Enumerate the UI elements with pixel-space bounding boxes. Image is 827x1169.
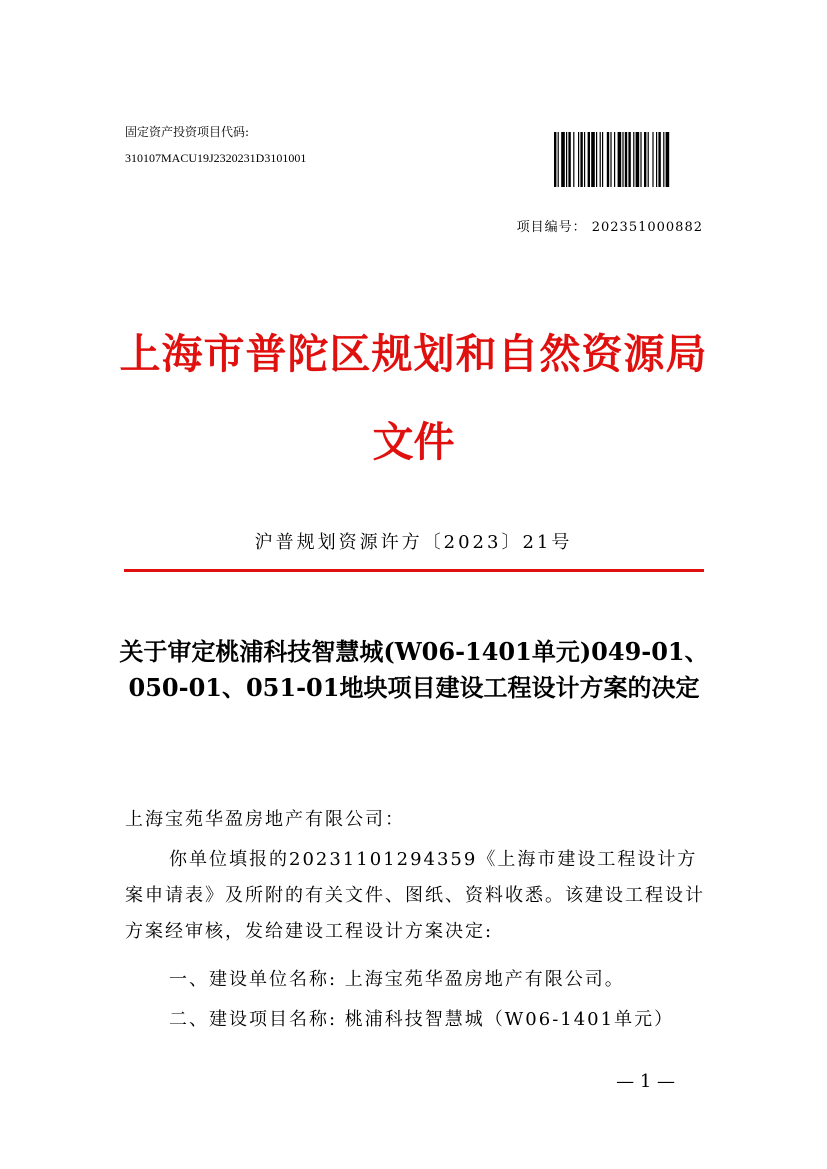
document-type: 文件 [372,418,455,466]
body-paragraph: 你单位填报的20231101294359《上海市建设工程设计方案申请表》及所附的有关文件、图纸、资料收悉。该建设工程设计方案经审核，发给建设工程设计方案决定: [125,849,705,942]
barcode-bar [628,132,630,187]
page-number: — 1 — [616,1071,675,1092]
barcode-bar [573,132,574,187]
barcode-bar [607,132,609,187]
investment-code-value: 310107MACU19J2320231D3101001 [125,151,307,165]
barcode-bar [652,132,653,187]
red-divider [124,569,704,572]
barcode-bar [584,132,585,187]
barcode-bar [658,132,660,187]
barcode-bar [580,132,582,187]
barcode-bar [648,132,649,187]
barcode-bar [578,132,579,187]
investment-code-label: 固定资产投资项目代码: [125,125,250,139]
barcode-bar [566,132,567,187]
barcode [553,132,705,187]
barcode-bar [610,132,611,187]
barcode-bar [618,132,622,187]
barcode-bar [568,132,570,187]
barcode-bar [591,132,595,187]
barcode-bar [602,132,603,187]
barcode-bar [558,132,559,187]
barcode-bar [666,132,670,187]
barcode-bar [596,132,597,187]
barcode-bar [622,132,623,187]
barcode-bar [600,132,601,187]
barcode-bar [633,132,634,187]
barcode-bar [561,132,565,187]
barcode-bar [644,132,646,187]
barcode-bar [625,132,627,187]
item-project-name: 二、建设项目名称: 桃浦科技智慧城（W06-1401单元） [169,1009,675,1030]
addressee: 上海宝苑华盈房地产有限公司： [125,809,405,830]
document-title: 关于审定桃浦科技智慧城(W06-1401单元)049-01、050-01、051-01地块项目建设工程设计方案的决定 [119,637,709,702]
item-construction-unit: 一、建设单位名称: 上海宝苑华盈房地产有限公司。 [169,969,625,990]
project-number: 项目编号： 202351000882 [516,220,703,235]
barcode-bar [588,132,590,187]
barcode-bar [663,132,664,187]
issuer-name: 上海市普陀区规划和自然资源局 [119,330,708,378]
barcode-bar [656,132,657,187]
document-number: 沪普规划资源许方〔2023〕21号 [254,532,573,553]
barcode-bar [614,132,615,187]
barcode-bar [640,132,641,187]
barcode-bar [636,132,640,187]
barcode-bar [554,132,556,187]
